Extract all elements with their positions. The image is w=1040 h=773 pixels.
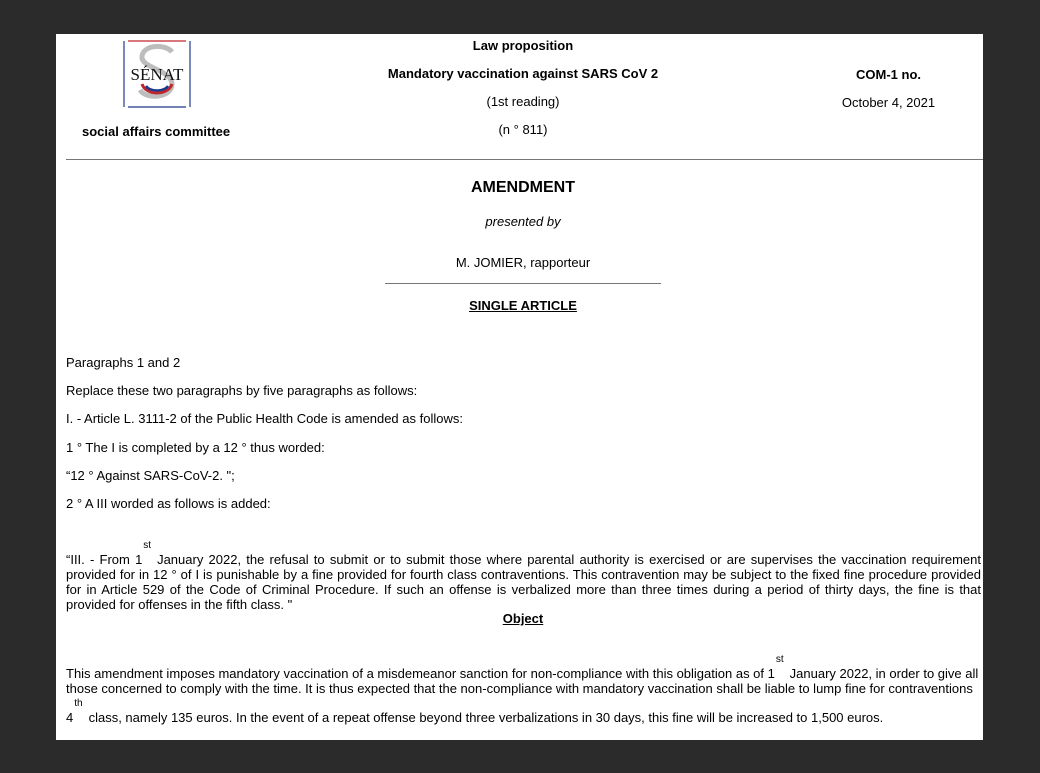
paragraph-3: I. - Article L. 3111-2 of the Public Health Code is amended as follows: xyxy=(66,411,463,426)
author-divider xyxy=(385,283,661,284)
document-page xyxy=(56,34,983,740)
amendment-info xyxy=(796,67,981,123)
bill-number: (n ° 811) xyxy=(498,122,548,137)
object-text-middle: January 2022, in order to give all those concerned to comply with the time. It is thus expected that the non-compliance with mandatory vaccination shall be liable to lump fine for contraventions 4 xyxy=(66,666,979,725)
bill-info xyxy=(356,38,690,150)
paragraph-6: 2 ° A III worded as follows is added: xyxy=(66,496,271,511)
object-text xyxy=(66,652,981,725)
document-header xyxy=(56,34,983,160)
committee-name: social affairs committee xyxy=(82,124,231,139)
object-heading: Object xyxy=(502,611,544,626)
object-text-start: This amendment imposes mandatory vaccination of a misdemeanor sanction for non-compliance with this obligation as of 1 xyxy=(66,666,775,681)
reading: (1st reading) xyxy=(486,94,560,109)
amendment-number: COM-1 no. xyxy=(856,67,921,82)
ordinal-superscript: st xyxy=(143,540,152,551)
doc-type: Law proposition xyxy=(472,38,574,53)
amendment-date: October 4, 2021 xyxy=(841,95,936,110)
senat-logo-graphic xyxy=(122,40,192,108)
senat-logo xyxy=(122,40,192,108)
ordinal-superscript: st xyxy=(775,654,784,665)
bill-title: Mandatory vaccination against SARS CoV 2 xyxy=(387,66,659,81)
presented-by: presented by xyxy=(485,214,561,229)
paragraph-7-rest: January 2022, the refusal to submit or to submit those where parental authority is exercised or are supervises the vaccination requirement provided for in 12 ° of I is punishable by a fine provided for fourth class contraventions. This contravention may be subject to the fixed fine procedure provided for in Article 529 of the Code of Criminal Procedure. If such an offense is verbalized more than three times during a period of thirty days, the fine is that provided for offenses in the fifth class. " xyxy=(66,552,981,612)
object-text-end: class, namely 135 euros. In the event of a repeat offense beyond three verbalizations in 30 days, this fine will be increased to 1,500 euros. xyxy=(88,710,884,725)
logo-wordmark: SÉNAT xyxy=(130,65,184,84)
ordinal-superscript: th xyxy=(74,698,83,709)
paragraph-7-start: “III. - From 1 xyxy=(66,552,143,567)
header-divider xyxy=(66,159,983,160)
amendment-title: AMENDMENT xyxy=(471,179,575,196)
article-heading: SINGLE ARTICLE xyxy=(469,298,577,313)
paragraph-7 xyxy=(66,538,981,612)
author: M. JOMIER, rapporteur xyxy=(455,255,591,270)
paragraph-1: Paragraphs 1 and 2 xyxy=(66,355,181,370)
paragraph-2: Replace these two paragraphs by five paragraphs as follows: xyxy=(66,383,418,398)
paragraph-5: “12 ° Against SARS-CoV-2. "; xyxy=(66,468,235,483)
paragraph-4: 1 ° The I is completed by a 12 ° thus worded: xyxy=(66,440,325,455)
